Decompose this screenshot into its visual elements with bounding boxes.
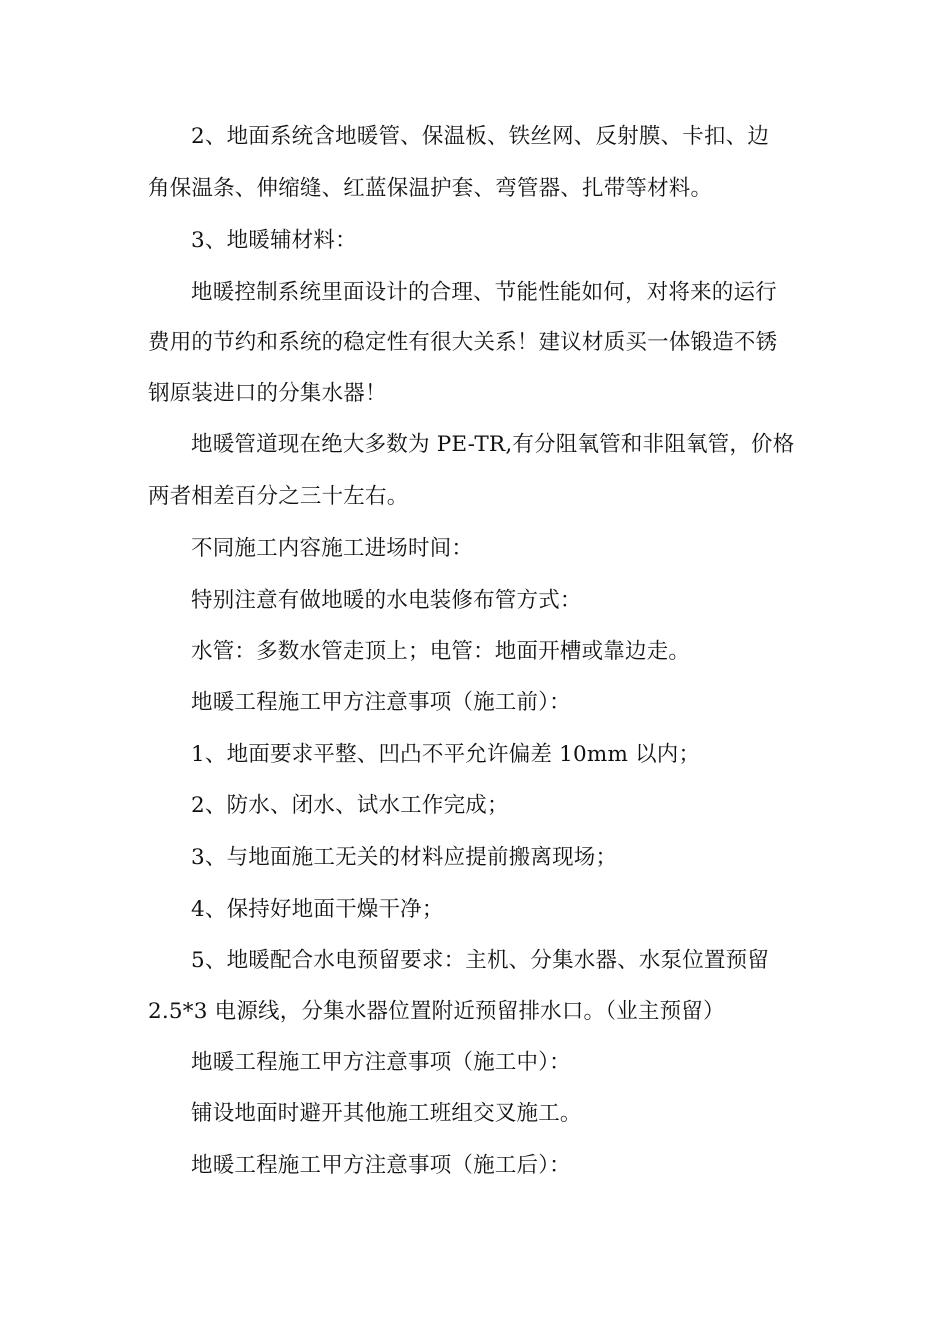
paragraph-line: 角保温条、伸缩缝、红蓝保温护套、弯管器、扎带等材料。 xyxy=(148,176,713,201)
list-item: 5、地暖配合水电预留要求：主机、分集水器、水泵位置预留 xyxy=(191,948,770,973)
section-heading: 地暖工程施工甲方注意事项（施工前）： xyxy=(191,690,571,715)
paragraph-line: 地暖管道现在绝大多数为 PE-TR,有分阻氧管和非阻氧管，价格 xyxy=(191,432,795,457)
paragraph-line: 不同施工内容施工进场时间： xyxy=(191,536,474,561)
paragraph-line: 特别注意有做地暖的水电装修布管方式： xyxy=(191,588,582,613)
section-heading: 地暖工程施工甲方注意事项（施工后）： xyxy=(191,1153,571,1178)
list-item: 1、地面要求平整、凹凸不平允许偏差 10mm 以内； xyxy=(191,742,701,767)
paragraph-line: 3、地暖辅材料： xyxy=(191,228,357,253)
list-item: 2、防水、闭水、试水工作完成； xyxy=(191,793,509,818)
paragraph-line: 两者相差百分之三十左右。 xyxy=(148,484,409,509)
paragraph-line: 地暖控制系统里面设计的合理、节能性能如何，对将来的运行 xyxy=(191,280,777,305)
paragraph-line: 费用的节约和系统的稳定性有很大关系！建议材质买一体锻造不锈 xyxy=(148,330,778,355)
list-item: 3、与地面施工无关的材料应提前搬离现场； xyxy=(191,845,618,870)
paragraph-line: 钢原装进口的分集水器！ xyxy=(148,381,387,406)
list-item-continuation: 2.5*3 电源线，分集水器位置附近预留排水口。（业主预留） xyxy=(148,999,725,1024)
paragraph-line: 2、地面系统含地暖管、保温板、铁丝网、反射膜、卡扣、边 xyxy=(191,124,770,149)
paragraph-line: 铺设地面时避开其他施工班组交叉施工。 xyxy=(191,1101,582,1126)
paragraph-line: 水管：多数水管走顶上；电管：地面开槽或靠边走。 xyxy=(191,639,691,664)
list-item: 4、保持好地面干燥干净； xyxy=(191,897,444,922)
section-heading: 地暖工程施工甲方注意事项（施工中）： xyxy=(191,1050,571,1075)
